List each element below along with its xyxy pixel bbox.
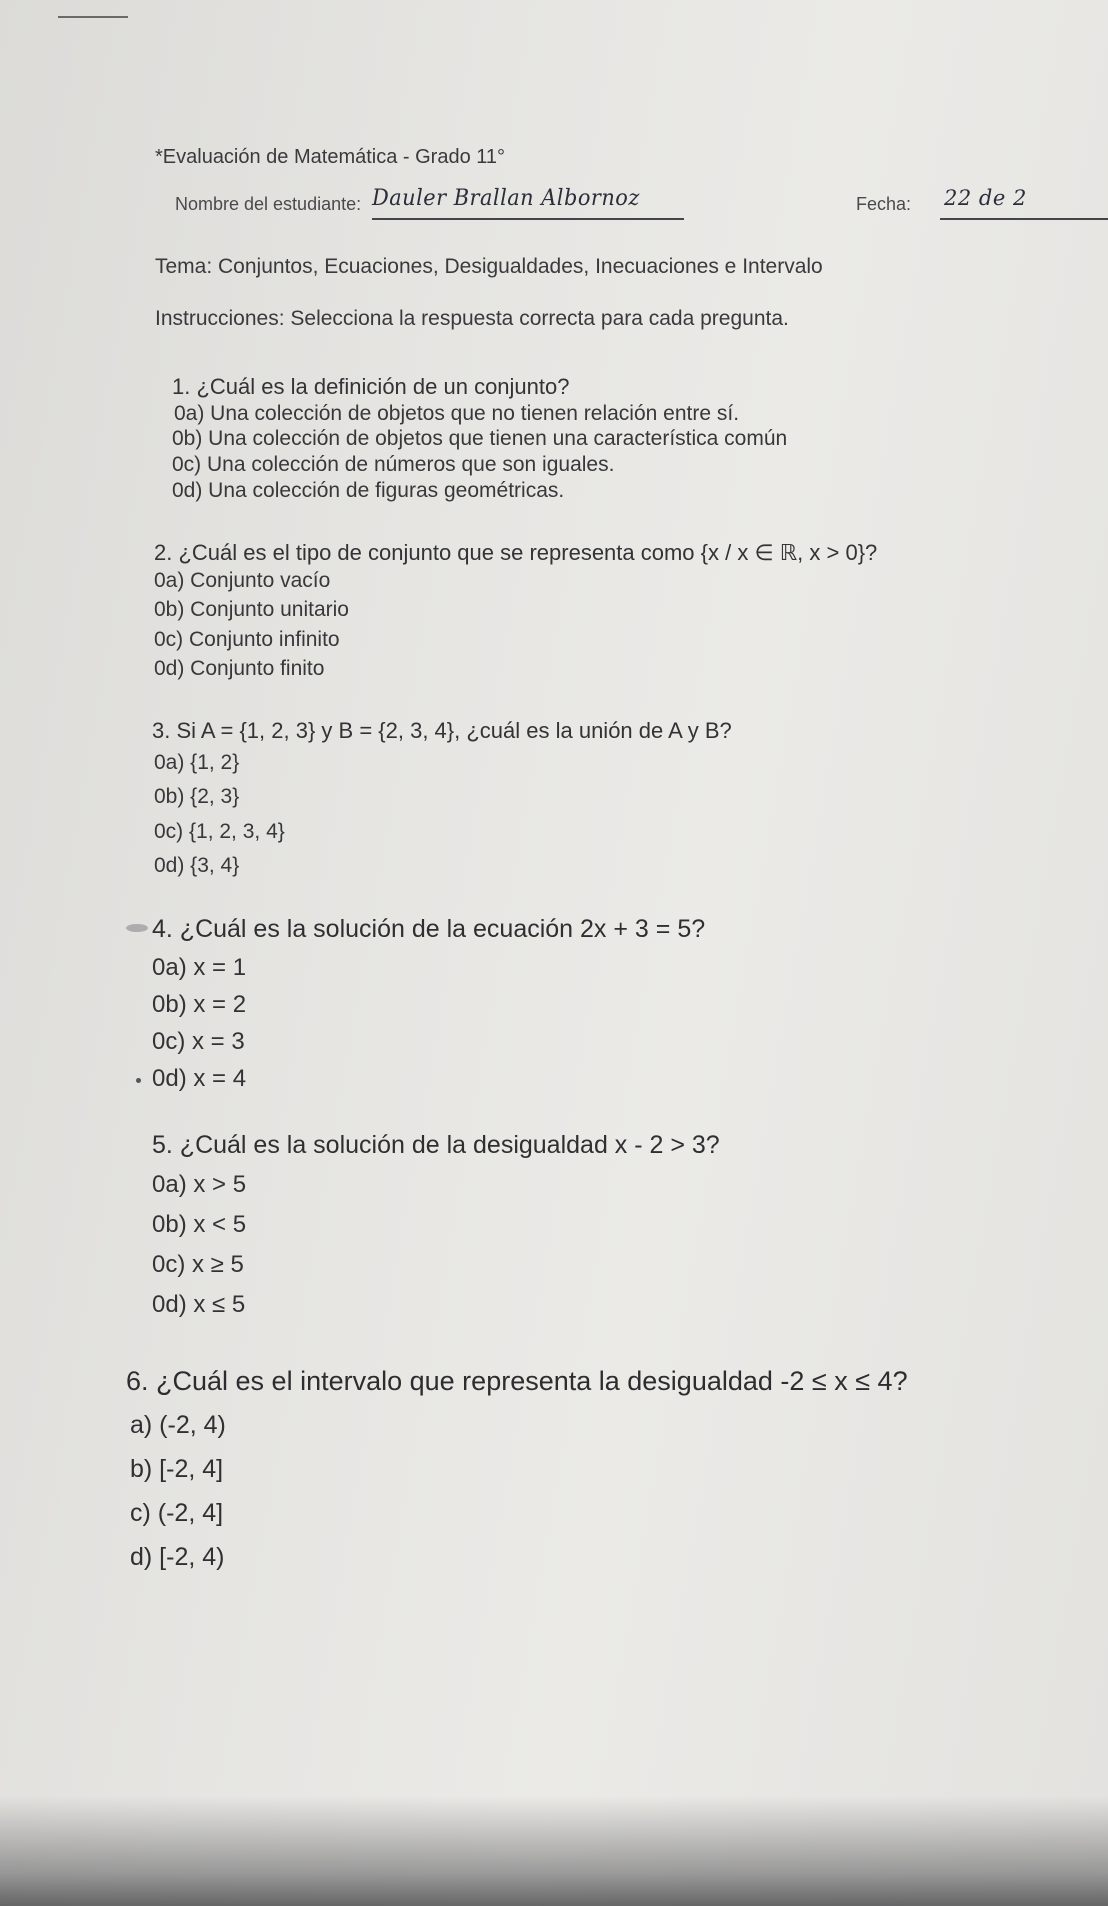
q6-option-d: d) [-2, 4)	[130, 1543, 225, 1571]
q4-option-c: 0c) x = 3	[152, 1028, 245, 1055]
page-shadow	[0, 1796, 1108, 1906]
exam-title: *Evaluación de Matemática - Grado 11°	[155, 146, 506, 168]
q3-option-d: 0d) {3, 4}	[154, 854, 240, 877]
q1-option-b: 0b) Una colección de objetos que tienen una característica común	[172, 427, 788, 450]
q2-option-b: 0b) Conjunto unitario	[154, 598, 349, 621]
q3-option-a: 0a) {1, 2}	[154, 751, 240, 774]
question-1: 1. ¿Cuál es la definición de un conjunto?	[172, 374, 570, 399]
q4-option-a: 0a) x = 1	[152, 954, 247, 981]
stray-dot	[136, 1078, 141, 1083]
topic: Tema: Conjuntos, Ecuaciones, Desigualdades, Inecuaciones e Intervalo	[155, 255, 823, 278]
question-5: 5. ¿Cuál es la solución de la desigualdad x - 2 > 3?	[152, 1131, 720, 1159]
q2-option-d: 0d) Conjunto finito	[154, 657, 325, 680]
question-6: 6. ¿Cuál es el intervalo que representa la desigualdad -2 ≤ x ≤ 4?	[126, 1366, 908, 1396]
student-name-line	[372, 218, 684, 220]
student-name-label: Nombre del estudiante:	[175, 194, 362, 214]
q1-option-d: 0d) Una colección de figuras geométricas.	[172, 479, 565, 502]
q5-option-a: 0a) x > 5	[152, 1171, 247, 1198]
q1-option-a: 0a) Una colección de objetos que no tienen relación entre sí.	[174, 402, 740, 425]
question-4: 4. ¿Cuál es la solución de la ecuación 2x + 3 = 5?	[152, 915, 706, 943]
date-label: Fecha:	[856, 194, 912, 214]
pen-smudge	[126, 924, 148, 932]
q6-option-a: a) (-2, 4)	[130, 1411, 226, 1439]
question-2: 2. ¿Cuál es el tipo de conjunto que se representa como {x / x ∈ ℝ, x > 0}?	[154, 540, 878, 565]
q4-option-b: 0b) x = 2	[152, 991, 247, 1018]
q5-option-d: 0d) x ≤ 5	[152, 1291, 246, 1318]
top-rule	[58, 16, 128, 18]
q2-option-a: 0a) Conjunto vacío	[154, 569, 331, 592]
instructions: Instrucciones: Selecciona la respuesta correcta para cada pregunta.	[155, 307, 789, 330]
q6-option-c: c) (-2, 4]	[130, 1499, 224, 1527]
q5-option-c: 0c) x ≥ 5	[152, 1251, 244, 1278]
q5-option-b: 0b) x < 5	[152, 1211, 247, 1238]
student-name-handwritten: Dauler Brallan Albornoz	[372, 186, 640, 211]
q3-option-c: 0c) {1, 2, 3, 4}	[154, 820, 285, 843]
q6-option-b: b) [-2, 4]	[130, 1455, 224, 1483]
q2-option-c: 0c) Conjunto infinito	[154, 628, 340, 651]
date-handwritten: 22 de 2	[944, 186, 1027, 210]
q1-option-c: 0c) Una colección de números que son iguales.	[172, 453, 615, 476]
date-line	[940, 218, 1108, 220]
question-3: 3. Si A = {1, 2, 3} y B = {2, 3, 4}, ¿cuál es la unión de A y B?	[152, 718, 732, 743]
q4-option-d: 0d) x = 4	[152, 1065, 247, 1092]
q3-option-b: 0b) {2, 3}	[154, 785, 240, 808]
